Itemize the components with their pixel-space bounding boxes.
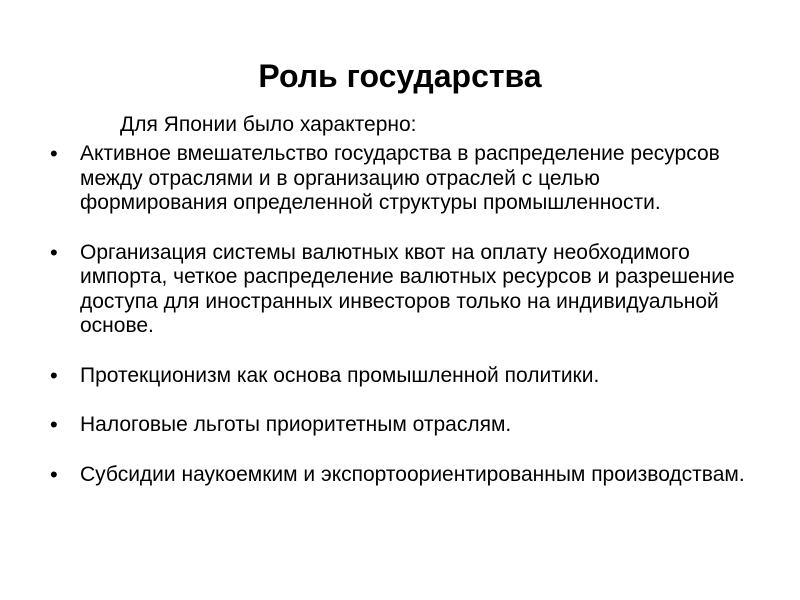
bullet-item: • Субсидии наукоемким и экспортоориентированным производствам. xyxy=(50,463,750,488)
slide-intro: Для Японии было характерно: xyxy=(120,113,417,136)
bullet-item: • Активное вмешательство государства в распределение ресурсов между отраслями и в организацию отраслей с целью формирования определенной структуры промышленности. xyxy=(50,142,750,216)
slide-title: Роль государства xyxy=(258,58,542,94)
bullet-item: • Налоговые льготы приоритетным отраслям. xyxy=(50,413,750,438)
bullet-item: • Протекционизм как основа промышленной политики. xyxy=(50,364,750,389)
bullet-list xyxy=(50,142,750,512)
bullet-item: • Организация системы валютных квот на оплату необходимого импорта, четкое распределение валютных ресурсов и разрешение доступа для иностранных инвесторов только на индивидуальной основе. xyxy=(50,241,750,339)
